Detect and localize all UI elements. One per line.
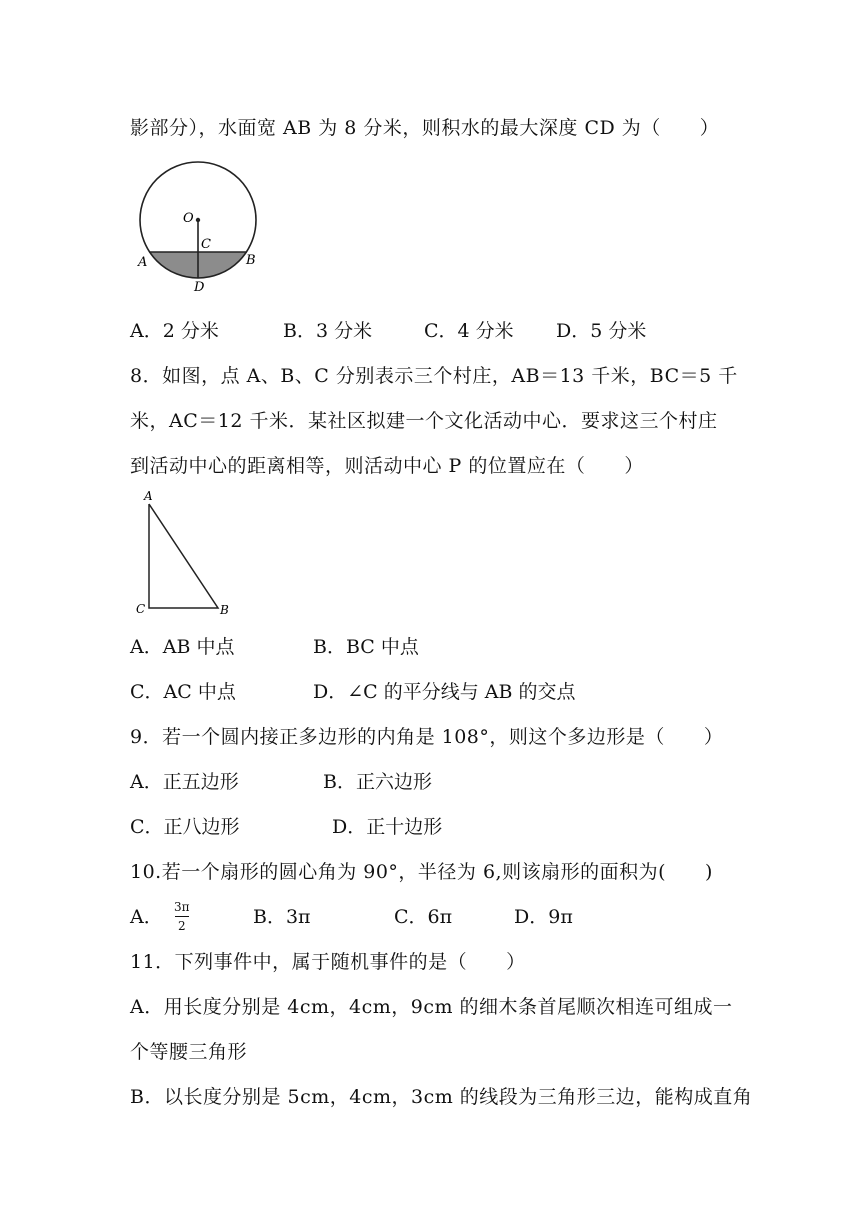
- q11-text: 11．下列事件中，属于随机事件的是（ ）: [130, 951, 526, 973]
- q10-text: 10.若一个扇形的圆心角为 90°，半径为 6,则该扇形的面积为( ): [130, 861, 713, 883]
- q7-option-a: A．2 分米: [130, 320, 219, 342]
- q7-text: 影部分），水面宽 AB 为 8 分米，则积水的最大深度 CD 为（ ）: [130, 117, 720, 139]
- q9-option-a: A．正五边形: [130, 771, 239, 793]
- label-d: D: [194, 280, 205, 295]
- fraction-numerator: 3π: [174, 900, 190, 914]
- label-b: B: [246, 253, 256, 268]
- q7-option-c: C．4 分米: [424, 320, 514, 342]
- label-o: O: [183, 211, 194, 226]
- triangle-abc: [149, 504, 218, 608]
- q8-option-b: B．BC 中点: [313, 636, 419, 658]
- label-c: C: [136, 602, 146, 616]
- q9-option-c: C．正八边形: [130, 816, 240, 838]
- q8-option-c: C．AC 中点: [130, 681, 236, 703]
- q11-option-b-line-1: B．以长度分别是 5cm，4cm，3cm 的线段为三角形三边，能构成直角: [130, 1086, 753, 1108]
- q7-option-b: B．3 分米: [283, 320, 373, 342]
- label-b: B: [220, 603, 229, 617]
- fraction-denominator: 2: [177, 919, 186, 933]
- q11-option-a-line-1: A．用长度分别是 4cm，4cm，9cm 的细木条首尾顺次相连可组成一: [130, 996, 733, 1018]
- q9-text: 9．若一个圆内接正多边形的内角是 108°，则这个多边形是（ ）: [130, 726, 724, 748]
- fraction-bar: [175, 916, 189, 917]
- q7-option-d: D．5 分米: [556, 320, 647, 342]
- label-a: A: [138, 255, 148, 270]
- q8-option-a: A．AB 中点: [130, 636, 235, 658]
- q10-option-b: B．3π: [253, 906, 311, 928]
- q8-line-2: 米，AC＝12 千米．某社区拟建一个文化活动中心．要求这三个村庄: [130, 410, 718, 432]
- q8-line-1: 8．如图，点 A、B、C 分别表示三个村庄，AB＝13 千米，BC＝5 千: [130, 365, 738, 387]
- q10-option-d: D．9π: [514, 906, 573, 928]
- triangle-figure: [130, 488, 240, 620]
- q9-option-d: D．正十边形: [332, 816, 443, 838]
- q11-option-a-line-2: 个等腰三角形: [130, 1041, 248, 1063]
- label-a: A: [144, 489, 153, 503]
- center-point: [196, 218, 200, 222]
- q10-option-c: C．6π: [394, 906, 453, 928]
- q8-line-3: 到活动中心的距离相等，则活动中心 P 的位置应在（ ）: [130, 455, 644, 477]
- q10-option-a-fraction: [174, 900, 190, 933]
- q9-option-b: B．正六边形: [323, 771, 432, 793]
- label-c: C: [201, 237, 211, 252]
- q8-option-d: D．∠C 的平分线与 AB 的交点: [313, 681, 576, 703]
- circle-water-figure: [128, 160, 268, 300]
- q10-option-a-prefix: A．: [130, 906, 163, 928]
